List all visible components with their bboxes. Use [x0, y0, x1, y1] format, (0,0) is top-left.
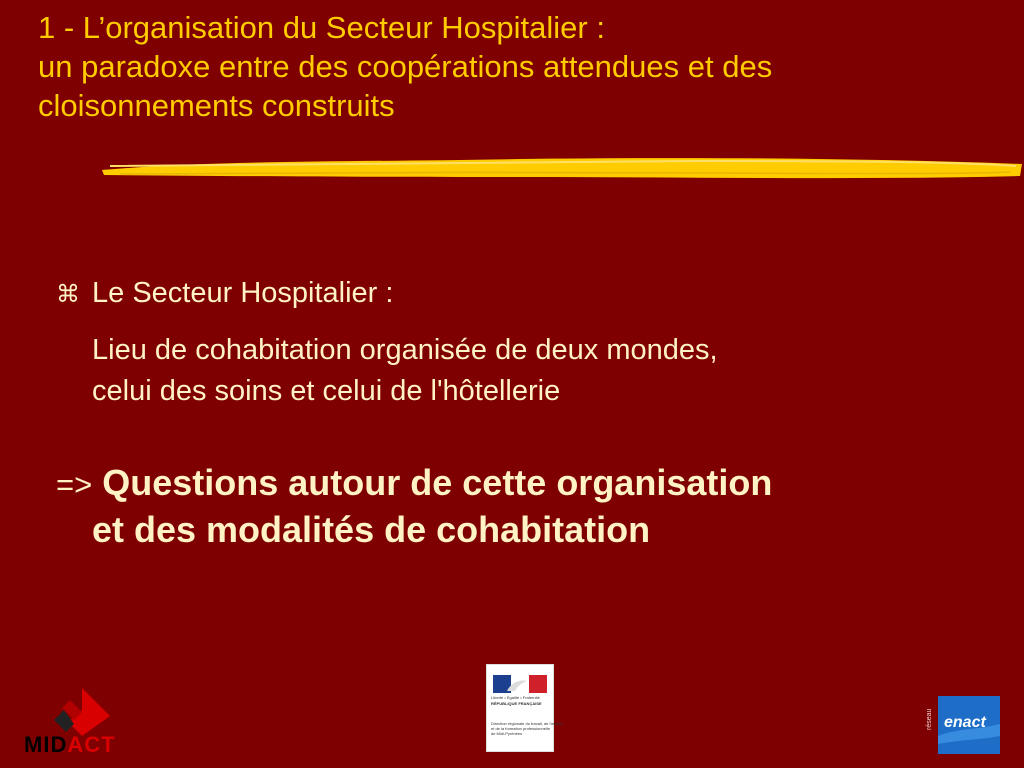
command-key-icon: ⌘: [56, 281, 80, 308]
title-line: 1 - L’organisation du Secteur Hospitalier :: [38, 10, 605, 45]
republique-francaise-logo: [486, 664, 563, 752]
conclusion-line: Questions autour de cette organisation: [102, 462, 773, 503]
midact-logo: [24, 686, 134, 762]
republic-name: RÉPUBLIQUE FRANÇAISE: [491, 701, 542, 706]
republic-caption: Direction régionale du travail, de l'emploi: [491, 721, 563, 726]
republic-motto: Liberté • Égalité • Fraternité: [491, 695, 540, 700]
enact-reseau-label: réseau: [926, 708, 933, 730]
conclusion-line: et des modalités de cohabitation: [92, 509, 651, 550]
title-line: cloisonnements construits: [38, 88, 395, 123]
slide-title: [38, 8, 1008, 125]
description-line: Lieu de cohabitation organisée de deux mondes,: [92, 334, 718, 366]
highlighter-stroke: [100, 150, 1024, 186]
republic-caption: de Midi-Pyrénées: [491, 731, 523, 736]
bullet-description: [92, 330, 996, 412]
republic-caption: et de la formation professionnelle: [491, 726, 550, 731]
bullet-item: [56, 274, 996, 314]
conclusion: [56, 460, 996, 552]
description-line: celui des soins et celui de l'hôtellerie: [92, 375, 561, 407]
midact-wordmark: MIDACT: [24, 732, 116, 757]
midact-emblem-icon: [52, 686, 112, 738]
bullet-label: Le Secteur Hospitalier :: [92, 277, 394, 309]
arrow-text: =>: [56, 467, 93, 502]
enact-wordmark: enact: [944, 714, 986, 731]
title-line: un paradoxe entre des coopérations attendues et des: [38, 49, 773, 84]
slide-body: [56, 274, 996, 552]
enact-logo: [938, 696, 1000, 754]
marianne-flag-icon: [493, 675, 547, 693]
